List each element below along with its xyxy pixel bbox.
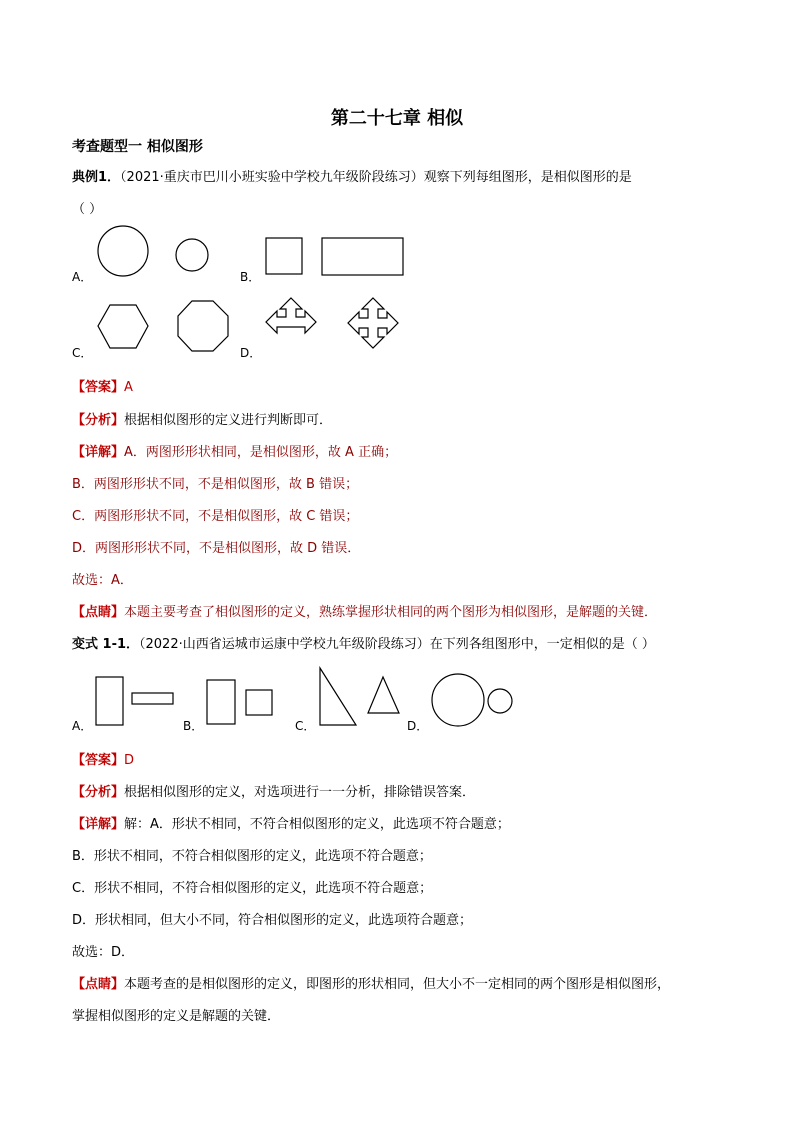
q2-d-large-circle (432, 674, 484, 726)
question-1-source: （2021·重庆市巴川小班实验中学校九年级阶段练习） (120, 170, 424, 185)
q2-detail-label: 【详解】 (72, 817, 125, 832)
section-heading: 考查题型一 相似图形 (72, 139, 203, 155)
q1-option-b-label: B． (240, 270, 261, 284)
question-2-source: （2022·山西省运城市运康中学校九年级阶段练习） (139, 637, 430, 652)
question-1-text: 观察下列每组图形，是相似图形的是 (423, 170, 632, 185)
question-2-tag: 变式 1-1． (72, 637, 140, 652)
q1-answer-label: 【答案】 (72, 380, 125, 395)
q1-comment-label: 【点睛】 (72, 605, 125, 620)
q2-option-c-label: C． (295, 719, 316, 733)
q1-option-c-label: C． (72, 346, 93, 360)
q2-c-equilateral-triangle (368, 677, 399, 713)
question-2-text: 在下列各组图形中，一定相似的是（ ） (429, 637, 655, 652)
q2-detail-1 (72, 813, 510, 832)
q2-c-right-triangle (320, 668, 356, 725)
q2-b-square (246, 690, 272, 715)
page-title: 第二十七章 相似 (330, 108, 464, 129)
q2-detail-3: C．形状不相同，不符合相似图形的定义，此选项不符合题意； (72, 881, 433, 896)
q2-detail-4: D．形状相同，但大小不同，符合相似图形的定义，此选项符合题意； (72, 913, 473, 928)
q2-analysis-label: 【分析】 (72, 785, 125, 800)
q2-option-b-label: B． (183, 719, 204, 733)
q2-analysis-text: 根据相似图形的定义，对选项进行一一分析，排除错误答案． (124, 785, 476, 800)
q2-a-tall-rectangle (96, 677, 123, 725)
q1-option-a-label: A． (72, 270, 93, 284)
q2-choose: 故选：D． (72, 945, 135, 960)
q1-detail-4: D．两图形形状不同，不是相似图形，故 D 错误． (72, 541, 361, 556)
q2-d-small-circle (488, 689, 512, 713)
q2-option-a-label: A． (72, 719, 93, 733)
q2-answer-value: D (124, 753, 135, 768)
q2-detail-2: B．形状不相同，不符合相似图形的定义，此选项不符合题意； (72, 849, 432, 864)
q2-comment-line-2: 掌握相似图形的定义是解题的关键． (72, 1009, 281, 1024)
q2-answer (72, 749, 134, 768)
q1-option-d-label: D． (240, 346, 262, 360)
q2-answer-label: 【答案】 (72, 753, 125, 768)
q2-option-d-label: D． (407, 719, 429, 733)
q1-detail-text-1: A．两图形形状相同，是相似图形，故 A 正确； (124, 445, 398, 460)
q2-analysis (72, 781, 475, 800)
q2-comment-text: 本题考查的是相似图形的定义，即图形的形状相同，但大小不一定相同的两个图形是相似图形， (124, 977, 671, 992)
q1-analysis-text: 根据相似图形的定义进行判断即可． (124, 413, 333, 428)
q1-comment-text: 本题主要考查了相似图形的定义，熟练掌握形状相同的两个图形为相似图形，是解题的关键． (124, 605, 658, 620)
q1-choose: 故选：A． (72, 573, 133, 588)
q2-detail-text-1: 解：A．形状不相同，不符合相似图形的定义，此选项不符合题意； (124, 817, 510, 832)
q1-answer-value: A (124, 380, 133, 395)
q1-detail-label: 【详解】 (72, 445, 125, 460)
q2-b-rectangle (207, 680, 235, 724)
question-1-tag: 典例1． (72, 170, 121, 185)
q2-comment (72, 973, 670, 992)
q1-analysis-label: 【分析】 (72, 413, 125, 428)
q2-a-wide-rectangle (132, 693, 173, 704)
q2-comment-label: 【点睛】 (72, 977, 125, 992)
q1-detail-3: C．两图形形状不同，不是相似图形，故 C 错误； (72, 509, 359, 524)
q1-detail-2: B．两图形形状不同，不是相似图形，故 B 错误； (72, 477, 359, 492)
question-1-blank: （ ） (72, 202, 103, 217)
